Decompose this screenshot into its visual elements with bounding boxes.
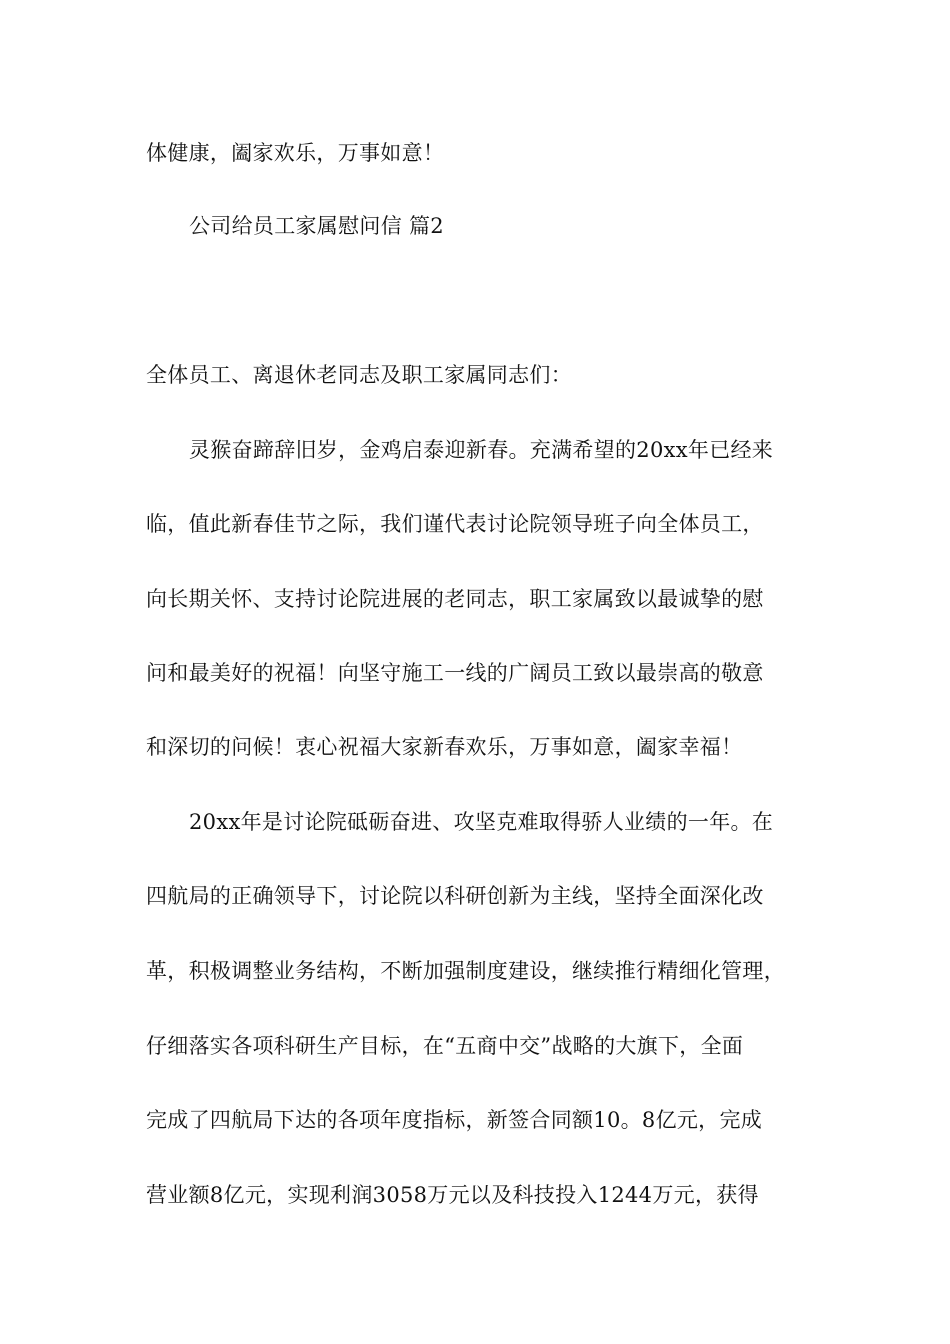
text-line: 20xx年是讨论院砥砺奋进、攻坚克难取得骄人业绩的一年。在 xyxy=(189,810,774,834)
section-heading: 公司给员工家属慰问信 篇2 xyxy=(189,214,444,238)
text-line: 向长期关怀、支持讨论院进展的老同志，职工家属致以最诚挚的慰 xyxy=(146,587,764,611)
text-line: 完成了四航局下达的各项年度指标，新签合同额10。8亿元，完成 xyxy=(146,1108,763,1132)
text-line: 和深切的问候！衷心祝福大家新春欢乐，万事如意，阖家幸福！ xyxy=(146,735,743,759)
text-line: 四航局的正确领导下，讨论院以科研创新为主线，坚持全面深化改 xyxy=(146,884,764,908)
text-line: 营业额8亿元，实现利润3058万元以及科技投入1244万元，获得 xyxy=(146,1183,759,1207)
text-line: 临，值此新春佳节之际，我们谨代表讨论院领导班子向全体员工， xyxy=(146,512,764,536)
text-line: 灵猴奋蹄辞旧岁，金鸡启泰迎新春。充满希望的20xx年已经来 xyxy=(189,438,774,462)
salutation: 全体员工、离退休老同志及职工家属同志们： xyxy=(146,363,572,387)
text-line: 问和最美好的祝福！向坚守施工一线的广阔员工致以最崇高的敬意 xyxy=(146,661,764,685)
text-line: 仔细落实各项科研生产目标，在“五商中交”战略的大旗下，全面 xyxy=(146,1034,744,1058)
text-line: 革，积极调整业务结构，不断加强制度建设，继续推行精细化管理， xyxy=(146,959,785,983)
text-line: 体健康，阖家欢乐，万事如意！ xyxy=(146,141,445,165)
